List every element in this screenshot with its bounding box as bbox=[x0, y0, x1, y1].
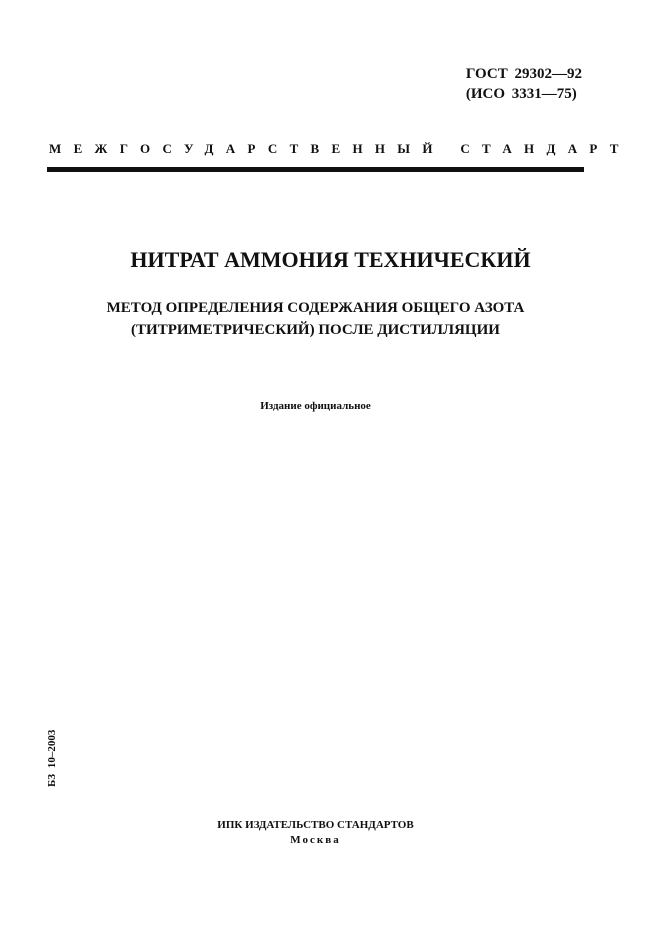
standard-designation bbox=[466, 64, 582, 104]
publisher-block bbox=[0, 818, 631, 848]
side-code: БЗ 10–2003 bbox=[46, 729, 58, 787]
publisher-name: ИПК ИЗДАТЕЛЬСТВО СТАНДАРТОВ bbox=[217, 819, 414, 831]
subtitle-line-1: МЕТОД ОПРЕДЕЛЕНИЯ СОДЕРЖАНИЯ ОБЩЕГО АЗОТА bbox=[106, 300, 525, 316]
gost-number: ГОСТ 29302—92 bbox=[465, 66, 582, 82]
standard-type-heading: МЕЖГОСУДАРСТВЕННЫЙ СТАНДАРТ bbox=[49, 141, 631, 156]
publisher-city: Москва bbox=[290, 834, 341, 846]
header-rule bbox=[47, 167, 584, 172]
subtitle-line-2: (ТИТРИМЕТРИЧЕСКИЙ) ПОСЛЕ ДИСТИЛЛЯЦИИ bbox=[131, 322, 500, 338]
document-title: НИТРАТ АММОНИЯ ТЕХНИЧЕСКИЙ bbox=[130, 247, 531, 272]
edition-label: Издание официальное bbox=[260, 400, 371, 412]
iso-number: (ИСО 3331—75) bbox=[465, 86, 577, 102]
document-subtitle bbox=[0, 297, 631, 341]
